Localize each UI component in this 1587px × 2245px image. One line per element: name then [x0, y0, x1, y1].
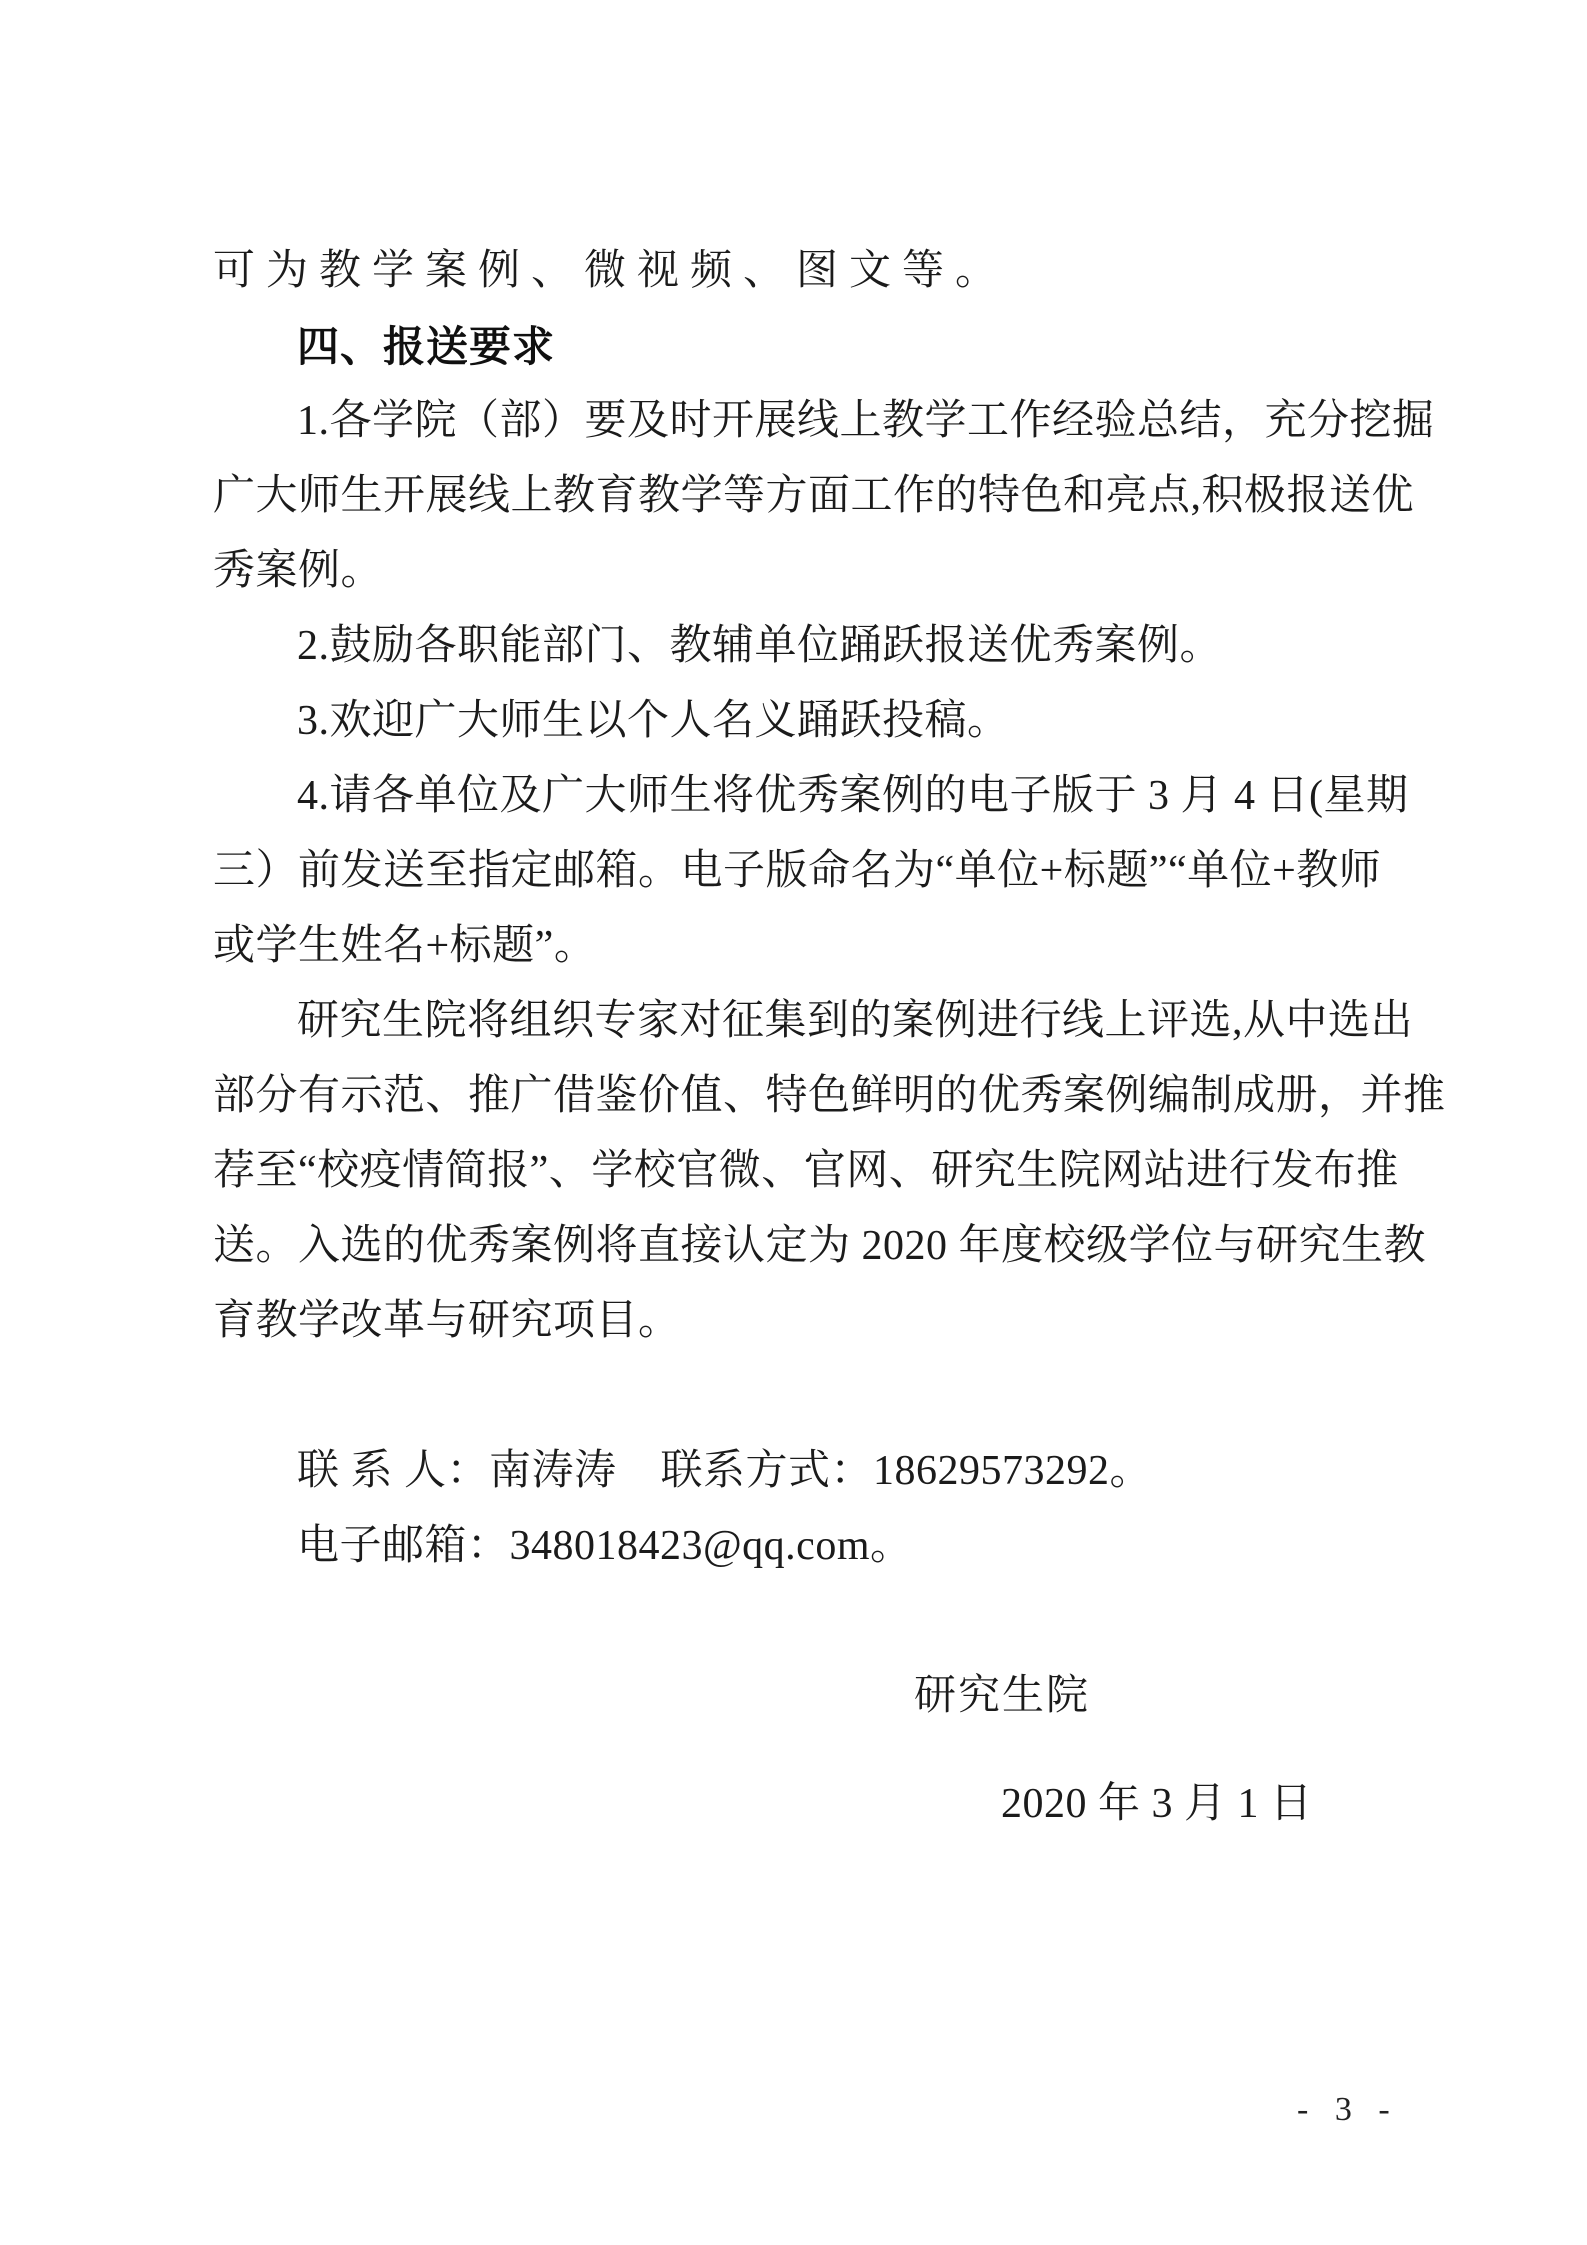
- paragraph-line: 广大师生开展线上教育教学等方面工作的特色和亮点,积极报送优: [213, 473, 1415, 519]
- section-heading: 四、报送要求: [297, 323, 556, 370]
- signature-org: 研究生院: [914, 1673, 1091, 1719]
- page-number: - 3 -: [1297, 2091, 1399, 2128]
- paragraph-line: 部分有示范、推广借鉴价值、特色鲜明的优秀案例编制成册，并推: [213, 1073, 1446, 1119]
- paragraph-line: 3.欢迎广大师生以个人名义踊跃投稿。: [297, 698, 1010, 744]
- paragraph-line: 1.各学院（部）要及时开展线上教学工作经验总结，充分挖掘: [297, 398, 1435, 444]
- paragraph-line: 秀案例。: [213, 548, 384, 594]
- blank-line: [213, 1359, 1399, 1434]
- paragraph-line: 三）前发送至指定邮箱。电子版命名为“单位+标题”“单位+教师: [213, 848, 1382, 894]
- document-body: [213, 234, 1446, 1842]
- contact-email-line: 电子邮箱：348018423@qq.com。: [297, 1523, 913, 1569]
- blank-line: [213, 1584, 1399, 1659]
- paragraph-line: 育教学改革与研究项目。: [213, 1298, 681, 1344]
- paragraph-line: 荐至“校疫情简报”、学校官微、官网、研究生院网站进行发布推: [213, 1148, 1399, 1194]
- signature-date: 2020 年 3 月 1 日: [1001, 1781, 1313, 1827]
- paragraph-line: 研究生院将组织专家对征集到的案例进行线上评选,从中选出: [297, 998, 1414, 1044]
- paragraph-line: 2.鼓励各职能部门、教辅单位踊跃报送优秀案例。: [297, 623, 1223, 669]
- paragraph-continuation-line: 可为教学案例、微视频、图文等。: [213, 248, 1009, 294]
- contact-person-line: 联 系 人：南涛涛 联系方式：18629573292。: [297, 1448, 1153, 1494]
- paragraph-line: 或学生姓名+标题”。: [213, 923, 597, 969]
- paragraph-line: 4.请各单位及广大师生将优秀案例的电子版于 3 月 4 日(星期: [297, 773, 1409, 819]
- paragraph-line: 送。入选的优秀案例将直接认定为 2020 年度校级学位与研究生教: [213, 1223, 1427, 1269]
